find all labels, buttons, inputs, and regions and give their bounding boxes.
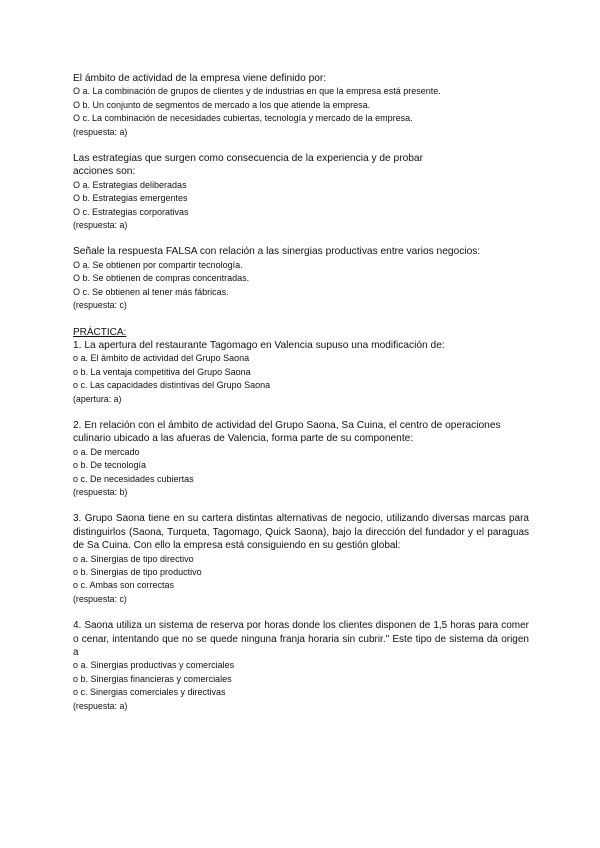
option-b: O b. Se obtienen de compras concentradas. <box>73 273 250 284</box>
practice-section-1 <box>73 326 529 406</box>
option-a: o a. De mercado <box>73 446 140 457</box>
practice-heading: PRÁCTICA: <box>73 326 127 338</box>
option-c: o c. Sinergias comerciales y directivas <box>73 687 226 698</box>
option-b: o b. De tecnología <box>73 460 147 471</box>
question-text: Señale la respuesta FALSA con relación a las sinergias productivas entre varios negocios: <box>73 246 481 258</box>
answer-note: (respuesta: a) <box>73 220 128 231</box>
theory-question-2 <box>73 152 529 232</box>
question-text: 4. Saona utiliza un sistema de reserva por horas donde los clientes disponen de 1,5 horas para comer o cenar, intentando que no se quede ninguna franja horaria sin cubrir." Este tipo de sistema da origen a <box>73 620 529 659</box>
option-c: o c. De necesidades cubiertas <box>73 473 194 484</box>
option-a: o a. El ámbito de actividad del Grupo Saona <box>73 353 250 364</box>
question-text-line-2: acciones son: <box>73 166 136 178</box>
answer-note: (respuesta: c) <box>73 593 127 604</box>
option-b: o b. La ventaja competitiva del Grupo Saona <box>73 366 251 377</box>
question-text-line-1: Las estrategias que surgen como consecuencia de la experiencia y de probar <box>73 153 423 165</box>
answer-note: (apertura: a) <box>73 393 122 404</box>
question-text: 1. La apertura del restaurante Tagomago en Valencia supuso una modificación de: <box>73 339 445 351</box>
document-content <box>73 72 529 726</box>
option-a: O a. La combinación de grupos de clientes y de industrias en que la empresa está presente. <box>73 86 441 97</box>
theory-question-3 <box>73 245 529 312</box>
option-b: o b. Sinergias financieras y comerciales <box>73 673 232 684</box>
question-text: El ámbito de actividad de la empresa viene definido por: <box>73 73 327 84</box>
option-c: O c. Estrategias corporativas <box>73 206 189 217</box>
option-a: o a. Sinergias de tipo directivo <box>73 553 194 564</box>
option-c: o c. Ambas son correctas <box>73 580 175 591</box>
answer-note: (respuesta: b) <box>73 486 128 497</box>
theory-question-1 <box>73 72 529 139</box>
question-text: 2. En relación con el ámbito de actividad del Grupo Saona, Sa Cuina, el centro de operaciones culinario ubicado a las afueras de Valencia, forma parte de su componente: <box>73 419 501 445</box>
option-a: O a. Se obtienen por compartir tecnología. <box>73 259 243 270</box>
option-b: O b. Un conjunto de segmentos de mercado a los que atiende la empresa. <box>73 99 371 110</box>
answer-note: (respuesta: a) <box>73 126 128 137</box>
option-c: O c. La combinación de necesidades cubiertas, tecnología y mercado de la empresa. <box>73 113 413 124</box>
option-c: O c. Se obtienen al tener más fábricas. <box>73 286 229 297</box>
answer-note: (respuesta: a) <box>73 700 128 711</box>
practice-question-4 <box>73 619 529 713</box>
option-a: O a. Estrategias deliberadas <box>73 179 187 190</box>
option-b: o b. Sinergias de tipo productivo <box>73 567 202 577</box>
practice-question-3 <box>73 512 529 606</box>
option-a: o a. Sinergias productivas y comerciales <box>73 660 235 671</box>
practice-question-2 <box>73 419 529 499</box>
question-text: 3. Grupo Saona tiene en su cartera distintas alternativas de negocio, utilizando diversas marcas para distinguirlos (Saona, Turqueta, Tagomago, Quick Saona), bajo la dirección del fundador y el paraguas de Sa Cuina. Con ello la empresa está consiguiendo en su gestión global: <box>73 513 529 552</box>
option-c: o c. Las capacidades distintivas del Grupo Saona <box>73 380 271 391</box>
answer-note: (respuesta: c) <box>73 300 127 311</box>
option-b: O b. Estrategias emergentes <box>73 193 188 204</box>
